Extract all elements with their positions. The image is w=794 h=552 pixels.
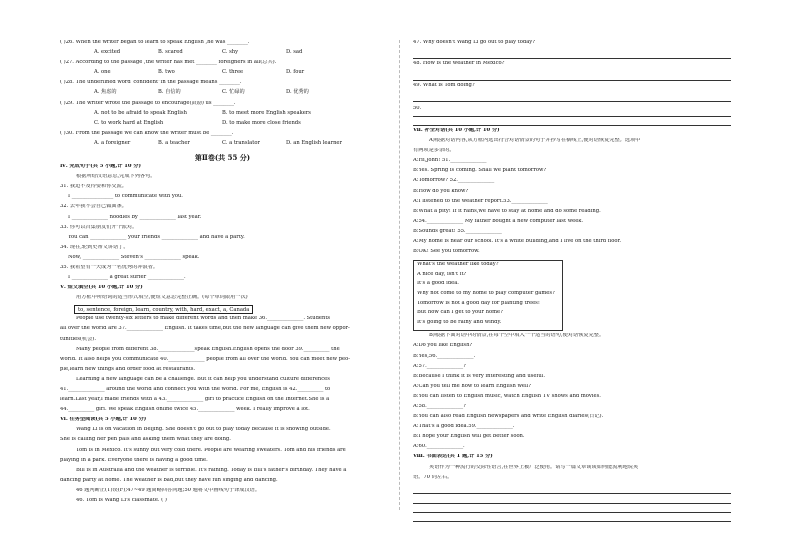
passage-line: tunities(机会). [60, 336, 96, 342]
word-box-row [60, 305, 385, 316]
dialogue-line: A:57.______________? [413, 363, 466, 369]
column-divider [399, 40, 400, 510]
dialogue-line: A:54.______________ My father bought a new computer last week. [413, 218, 584, 224]
dialogue-line: A:Do you like English? [413, 343, 473, 349]
dialogue-line: A:I listened to the weather report.53.______________ [413, 198, 548, 204]
answer-line[interactable] [413, 72, 731, 81]
dialogue-line: B:How do you know? [413, 188, 469, 194]
writing-line[interactable] [413, 513, 731, 522]
option: C. shy [222, 49, 239, 56]
question-27-options [60, 70, 385, 80]
answer-line[interactable] [413, 50, 731, 59]
answer-line[interactable] [413, 117, 731, 126]
question-34-chinese: 34. 现在,轮到史蒂文讲话了。 [60, 244, 129, 250]
option: B. to meet more English speakers [222, 109, 311, 116]
writing-line[interactable] [413, 485, 731, 494]
question-29: ( )29. The writer wrote the passage to encourage(鼓励) us ________. [60, 100, 236, 106]
right-column [413, 40, 735, 522]
answer-line[interactable] [413, 93, 731, 102]
section-8-title: Ⅷ. 书面表达(共 1 题,计 15 分) [413, 454, 493, 460]
question-34-english: Now, ______________ Steven's ______________ speak. [68, 254, 200, 260]
dialogue-line: A:Tomorrow? 52.______________ [413, 178, 495, 184]
option: A. excited [94, 49, 121, 56]
option: B. a teacher [158, 139, 190, 146]
reading-line: Tom is in Mexico. It's sunny but very cold there. People are wearing sweaters. Tom and his friends are [76, 447, 346, 453]
question-26: ( )26. When the writer began to learn to speak English ,he was ________. [60, 40, 250, 45]
question-30: ( )30. From the passage we can know the writer must be ________. [60, 130, 234, 136]
dialogue-line: B:Yes,56.______________. [413, 353, 476, 359]
dialogue-line: A:My home is near our school. It's a white building,and I live on the third floor. [413, 238, 622, 244]
option: C. a translator [222, 139, 260, 146]
dialogue-line: A:58.______________? [413, 403, 466, 409]
question-47: 47. Why doesn't Wang Li go out to play today? [413, 40, 535, 45]
question-32-chinese: 32. 去年我不会自己做面条。 [60, 204, 127, 210]
option: B. scared [158, 49, 183, 56]
writing-line[interactable] [413, 494, 731, 503]
section-7-part-a-cont: 有两项是多余的。 [413, 148, 455, 154]
reading-line: She is calling her pen pals and asking them what they are doing. [60, 437, 231, 443]
reading-line: playing in a park. Everyone there is having a good time. [60, 457, 208, 463]
passage-line: ple,learn new things and order food at restaurants. [60, 366, 196, 372]
question-26-options [60, 50, 385, 60]
question-35-chinese: 35. 我希望有一天成为一名优秀的冲浪者。 [60, 264, 159, 270]
box-option: It's going to be rainy and windy. [417, 319, 502, 325]
section-5-title: Ⅴ. 短文填空(共 10 小题,计 10 分) [60, 285, 143, 291]
option: C. three [222, 69, 244, 76]
box-option: Tomorrow is not a good day for planting trees! [417, 300, 540, 306]
option: A. a foreigner [94, 139, 131, 146]
question-28: ( )28. The underlined word“confident”in the passage means ________. [60, 80, 242, 86]
box-option: It's a good idea. [417, 281, 459, 287]
section-4-title: Ⅳ. 完成句子(共 5 小题,计 10 分) [60, 164, 141, 170]
box-option: A nice day, isn't it? [417, 271, 467, 277]
section-5-instruction: 用方框中所给词的适当形式填空,使短文意思完整正确。(每个单词限用一次) [76, 295, 248, 301]
question-31-english: I ________________ to communicate with you. [68, 194, 183, 200]
question-49: 49. What is Tom doing? [413, 82, 475, 88]
option: A. one [94, 69, 111, 76]
writing-line[interactable] [413, 504, 731, 513]
question-50-label: 50. [413, 106, 422, 112]
section-7-title: Ⅶ. 补全对话(共 10 小题,计 10 分) [413, 127, 500, 133]
passage-line: People use twenty-six letters to make different words and then make 36.______________. Students [76, 316, 331, 322]
dialogue-line: A:Can you tell me how to learn English well? [413, 383, 532, 389]
passage-line: Learning a new language can be a challenge. But it can help you understand culture differences [76, 376, 330, 382]
section-6-title: Ⅵ. 任务型阅读(共 5 小题,计 10 分) [60, 417, 147, 423]
dialogue-line: A:That's a good idea.59.______________. [413, 424, 515, 430]
option: C. 忙碌的 [222, 89, 245, 96]
question-30-options [60, 141, 385, 151]
section-4-instruction: 根据所给汉语意思,完成下列各句。 [76, 174, 156, 180]
option: D. an English learner [286, 139, 342, 146]
dialogue-line: B:What a pity! If it rains,we have to stay at home and do some reading. [413, 208, 601, 214]
reading-line: dancing party at home. The weather is bad,but they have fun singing and dancing. [60, 477, 278, 483]
question-32-english: I ______________ noodles by ______________ last year. [68, 214, 202, 220]
question-31-chinese: 31. 我迫不及待要和你交流。 [60, 184, 127, 190]
option: D. to make more close friends [222, 119, 301, 126]
option: D. 优秀的 [286, 89, 309, 96]
option: B. 自信的 [158, 89, 181, 96]
box-option: Why not come to my home to play computer games? [417, 290, 555, 296]
dialogue-line: B:I hope your English will get better soon. [413, 434, 525, 440]
passage-line: 41.______________ around the world and connect you with the world. For me, English is 42.__________ to [60, 387, 331, 392]
question-35-english: I ______________ a great surfer ______________. [68, 275, 186, 281]
passage-line: world. It also helps you communicate 40.______________ people from all over the world. You can meet new peo- [60, 356, 350, 362]
writing-instruction: 英语作为一种流行的交际性语言,在世界上被广泛使用。请写一篇文章谈谈如何能流利地说英 [429, 464, 639, 470]
section-7-part-b: B)根据下面对话中的情景,在每个空中填入一个适当的语句,使对话恢复完整。 [429, 333, 605, 339]
reading-line: Wang Li is on vacation in Beijing. She doesn't go out to play today because it is snowing outside. [76, 427, 331, 433]
question-50[interactable] [413, 106, 731, 116]
writing-instruction-cont: 语。70 词左右。 [413, 474, 453, 480]
option: D. four [286, 69, 305, 76]
dialogue-line: B:OK! See you tomorrow. [413, 249, 480, 255]
passage-line: Many people from different 38.______________speak English.English opens the door 39.__________ the [76, 346, 340, 352]
question-33-chinese: 33. 你可以召集朋友们开个派对。 [60, 224, 138, 230]
question-46: 46. Tom is Wang Li's classmate. ( ) [76, 498, 167, 504]
dialogue-line: B:You can also read English newspapers and write English diaries(日记). [413, 414, 604, 420]
dialogue-line: A:60.______________. [413, 444, 465, 450]
reading-line: Bill is in Australia and the weather is terrible. It's raining. Today is Bill's father's birthday. They have a [76, 467, 347, 473]
question-33-english: You can ______________ your friends ______________ and have a party. [68, 234, 245, 240]
box-option: But how can I get to your home? [417, 310, 503, 316]
option: A. not to be afraid to speak English [94, 109, 187, 116]
question-29-options-row2 [60, 121, 385, 131]
dialogue-line: A:Hi,John! 51.______________ [413, 158, 487, 164]
passage-line: all over the world are 37.______________ English. It takes time,but the new language can give them new oppor- [60, 326, 350, 332]
box-option: What's the weather like today? [417, 262, 499, 268]
word-box: to, sentence, foreign, learn, country, with, hard, exact, a, Canada [74, 305, 253, 314]
dialogue-line: B:Sounds great! 55.______________ [413, 228, 502, 234]
reading-instruction: 46 题判断正(T)误(F);47~49 题简略回答问题;50 题将文中画线句子译成汉语。 [76, 487, 261, 493]
option: A. 焦虑的 [94, 89, 117, 96]
section-7-part-a: A)根据对话内容,从方框内选出符合对话情景的句子并抄写在横线上,使对话恢复完整。选项中 [429, 138, 641, 144]
question-28-options [60, 90, 385, 100]
option: D. sad [286, 49, 303, 56]
question-48: 48. How is the weather in Mexico? [413, 61, 505, 67]
option: C. to work hard at English [94, 119, 164, 126]
option: B. two [158, 69, 175, 76]
dialogue-line: B:Yes. Spring is coming. Shall we plant tomorrow? [413, 168, 547, 174]
left-column [60, 40, 385, 508]
part-2-title: 第Ⅱ卷(共 55 分) [194, 153, 251, 163]
question-27: ( )27. According to the passage ,the writer has met ________ foreigners in all(总共). [60, 60, 277, 66]
dialogue-line: B:You can listen to English music, watch English TV shows and movies. [413, 393, 601, 399]
dialogue-line: B:Because I think it is very interesting and useful. [413, 373, 545, 379]
passage-line: learn.Last year,I made friends with a 43.______________ girl to practice English on the Internet.She is a [60, 397, 330, 403]
passage-line: 44.__________ girl. We speak English online twice 45.______________ week. I really improve a lot. [60, 407, 310, 413]
options-box [413, 260, 563, 331]
